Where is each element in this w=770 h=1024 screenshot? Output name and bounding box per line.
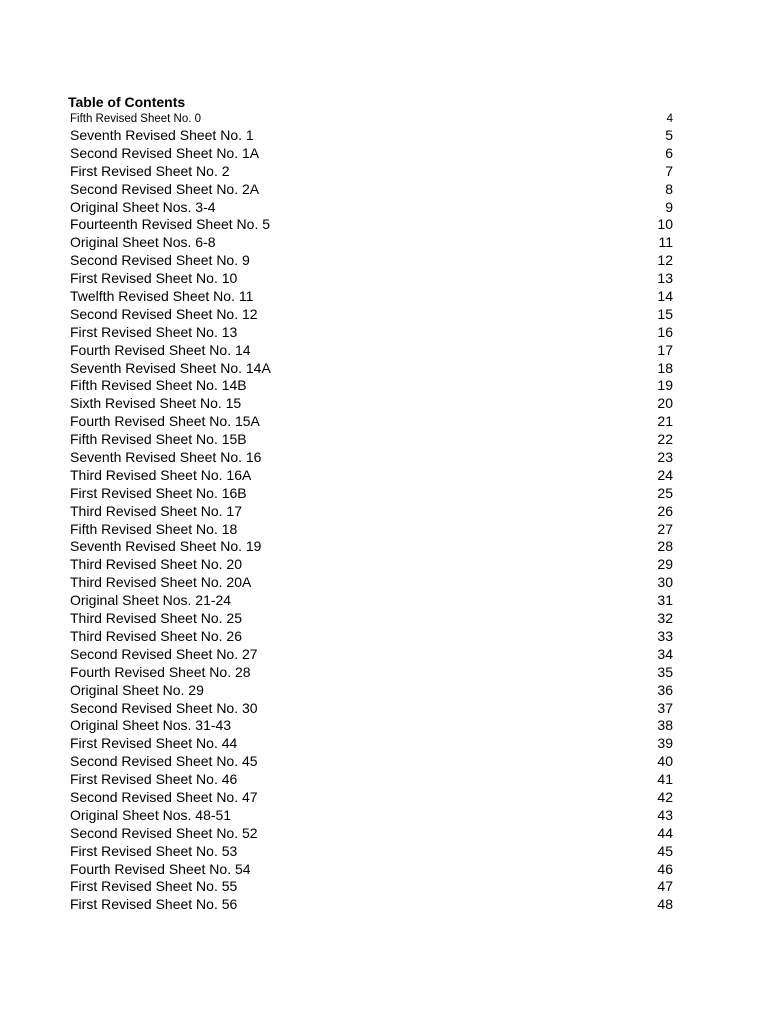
toc-entry-page-number: 14 [657,288,673,305]
toc-entry-row[interactable] [68,413,678,431]
toc-entry-page-number: 4 [666,113,673,125]
toc-entry-label: Third Revised Sheet No. 16A [70,466,252,483]
toc-entry-page-number: 9 [665,198,673,215]
toc-entry-page-number: 29 [657,556,673,573]
toc-entry-row[interactable] [68,163,678,181]
toc-entry-row[interactable] [68,395,678,413]
toc-entry-page-number: 17 [657,341,673,358]
toc-entry-row[interactable] [68,825,678,843]
toc-entry-page-number: 36 [657,681,673,698]
toc-entry-page-number: 33 [657,627,673,644]
toc-entry-row[interactable] [68,306,678,324]
toc-entry-page-number: 43 [657,806,673,823]
toc-entry-row[interactable] [68,700,678,718]
toc-entry-page-number: 38 [657,717,673,734]
toc-entry-label: Fifth Revised Sheet No. 14B [70,377,247,394]
toc-entry-row[interactable] [68,574,678,592]
toc-entry-row[interactable] [68,377,678,395]
toc-entry-label: Original Sheet Nos. 21-24 [70,592,232,609]
toc-entry-page-number: 18 [657,359,673,376]
toc-entry-page-number: 48 [657,896,673,913]
toc-entry-label: Original Sheet Nos. 6-8 [70,234,216,251]
toc-entry-row[interactable] [68,664,678,682]
toc-entry-page-number: 44 [657,824,673,841]
toc-entry-row[interactable] [68,753,678,771]
toc-entry-page-number: 31 [657,592,673,609]
toc-entry-row[interactable] [68,896,678,914]
toc-entry-page-number: 28 [657,538,673,555]
toc-entry-page-number: 27 [657,520,673,537]
toc-entry-row[interactable] [68,592,678,610]
toc-entry-label: Seventh Revised Sheet No. 16 [70,449,262,466]
toc-entry-label: Fourth Revised Sheet No. 54 [70,860,251,877]
toc-entry-page-number: 37 [657,699,673,716]
toc-entry-row[interactable] [68,538,678,556]
toc-entry-page-number: 35 [657,663,673,680]
toc-entry-page-number: 23 [657,449,673,466]
toc-entry-row[interactable] [68,216,678,234]
toc-entry-row[interactable] [68,252,678,270]
toc-entry-label: Original Sheet Nos. 3-4 [70,198,216,215]
toc-entry-row[interactable] [68,878,678,896]
toc-entry-row[interactable] [68,360,678,378]
toc-entry-label: Sixth Revised Sheet No. 15 [70,395,242,412]
toc-entry-page-number: 16 [657,323,673,340]
toc-entry-label: First Revised Sheet No. 56 [70,896,238,913]
toc-entry-label: Second Revised Sheet No. 12 [70,305,258,322]
toc-entry-row[interactable] [68,342,678,360]
toc-entry-label: First Revised Sheet No. 55 [70,878,238,895]
toc-entry-row[interactable] [68,807,678,825]
toc-entry-page-number: 11 [658,234,673,251]
toc-entry-label: Second Revised Sheet No. 27 [70,645,258,662]
toc-title: Table of Contents [68,94,186,110]
toc-entry-label: First Revised Sheet No. 2 [70,162,230,179]
toc-entry-label: First Revised Sheet No. 46 [70,771,238,788]
toc-entry-label: Second Revised Sheet No. 45 [70,753,258,770]
toc-entry-row[interactable] [68,467,678,485]
toc-entry-row[interactable] [68,449,678,467]
toc-entry-label: Seventh Revised Sheet No. 19 [70,538,262,555]
toc-entry-row[interactable] [68,556,678,574]
toc-entry-label: Third Revised Sheet No. 25 [70,610,242,627]
toc-entry-page-number: 15 [657,305,673,322]
toc-entry-label: Fourth Revised Sheet No. 28 [70,663,251,680]
toc-entry-label: Third Revised Sheet No. 26 [70,627,242,644]
toc-entry-label: Third Revised Sheet No. 20 [70,556,242,573]
toc-entry-label: First Revised Sheet No. 13 [70,323,238,340]
toc-entry-label: Third Revised Sheet No. 17 [70,502,242,519]
toc-entry-row[interactable] [68,431,678,449]
toc-entry-page-number: 40 [657,753,673,770]
toc-entry-page-number: 26 [657,502,673,519]
toc-entry-row[interactable] [68,111,678,127]
toc-entry-page-number: 25 [657,484,673,501]
toc-entry-label: Seventh Revised Sheet No. 1 [70,127,254,143]
toc-entry-label: Second Revised Sheet No. 47 [70,788,258,805]
toc-entry-row[interactable] [68,789,678,807]
toc-entry-page-number: 47 [657,878,673,895]
toc-entry-row[interactable] [68,646,678,664]
toc-entry-page-number: 21 [657,413,673,430]
toc-entry-row[interactable] [68,270,678,288]
toc-entry-page-number: 20 [657,395,673,412]
table-of-contents [68,93,678,914]
toc-entry-row[interactable] [68,771,678,789]
toc-entry-page-number: 5 [665,127,673,143]
toc-entry-label: First Revised Sheet No. 10 [70,270,238,287]
toc-entry-row[interactable] [68,682,678,700]
toc-entry-label: Second Revised Sheet No. 52 [70,824,258,841]
toc-entry-label: Second Revised Sheet No. 1A [70,144,260,161]
toc-entry-label: Fourth Revised Sheet No. 15A [70,413,260,430]
toc-entry-page-number: 12 [657,252,673,269]
toc-entry-page-number: 34 [657,645,673,662]
toc-entry-label: Original Sheet No. 29 [70,681,204,698]
toc-entry-row[interactable] [68,485,678,503]
toc-entry-label: Fourth Revised Sheet No. 14 [70,341,251,358]
toc-entry-page-number: 30 [657,574,673,591]
toc-entry-label: Seventh Revised Sheet No. 14A [70,359,271,376]
toc-entry-label: Fifth Revised Sheet No. 0 [70,113,202,125]
toc-entry-row[interactable] [68,610,678,628]
toc-entry-page-number: 19 [657,377,673,394]
toc-entry-row[interactable] [68,181,678,199]
toc-entry-label: Second Revised Sheet No. 2A [70,180,260,197]
toc-entry-page-number: 42 [657,788,673,805]
toc-entry-row[interactable] [68,735,678,753]
toc-entry-page-number: 41 [657,771,673,788]
toc-entry-page-number: 22 [657,431,673,448]
toc-entry-page-number: 10 [657,216,673,233]
toc-entry-page-number: 7 [665,162,673,179]
toc-entry-row[interactable] [68,861,678,879]
toc-entry-row[interactable] [68,127,678,145]
toc-list [68,111,678,914]
toc-entry-row[interactable] [68,145,678,163]
toc-entry-page-number: 8 [665,180,673,197]
toc-entry-row[interactable] [68,199,678,217]
toc-entry-label: Original Sheet Nos. 48-51 [70,806,232,823]
toc-entry-label: Third Revised Sheet No. 20A [70,574,252,591]
toc-entry-row[interactable] [68,717,678,735]
toc-entry-label: Fourteenth Revised Sheet No. 5 [70,216,271,233]
toc-entry-label: First Revised Sheet No. 44 [70,735,238,752]
toc-entry-page-number: 6 [665,144,673,161]
toc-entry-row[interactable] [68,843,678,861]
toc-entry-page-number: 13 [657,270,673,287]
toc-entry-label: Second Revised Sheet No. 9 [70,252,250,269]
toc-entry-label: First Revised Sheet No. 16B [70,484,247,501]
toc-entry-label: Twelfth Revised Sheet No. 11 [70,288,254,305]
toc-entry-page-number: 46 [657,860,673,877]
toc-entry-label: Fifth Revised Sheet No. 18 [70,520,238,537]
toc-entry-page-number: 45 [657,842,673,859]
toc-entry-page-number: 24 [657,466,673,483]
toc-entry-label: Second Revised Sheet No. 30 [70,699,258,716]
toc-entry-label: First Revised Sheet No. 53 [70,842,238,859]
toc-entry-row[interactable] [68,521,678,539]
toc-entry-page-number: 39 [657,735,673,752]
toc-entry-row[interactable] [68,288,678,306]
toc-entry-row[interactable] [68,234,678,252]
toc-entry-page-number: 32 [657,610,673,627]
toc-entry-label: Fifth Revised Sheet No. 15B [70,431,247,448]
toc-entry-row[interactable] [68,324,678,342]
toc-entry-row[interactable] [68,628,678,646]
toc-entry-row[interactable] [68,503,678,521]
toc-entry-label: Original Sheet Nos. 31-43 [70,717,232,734]
